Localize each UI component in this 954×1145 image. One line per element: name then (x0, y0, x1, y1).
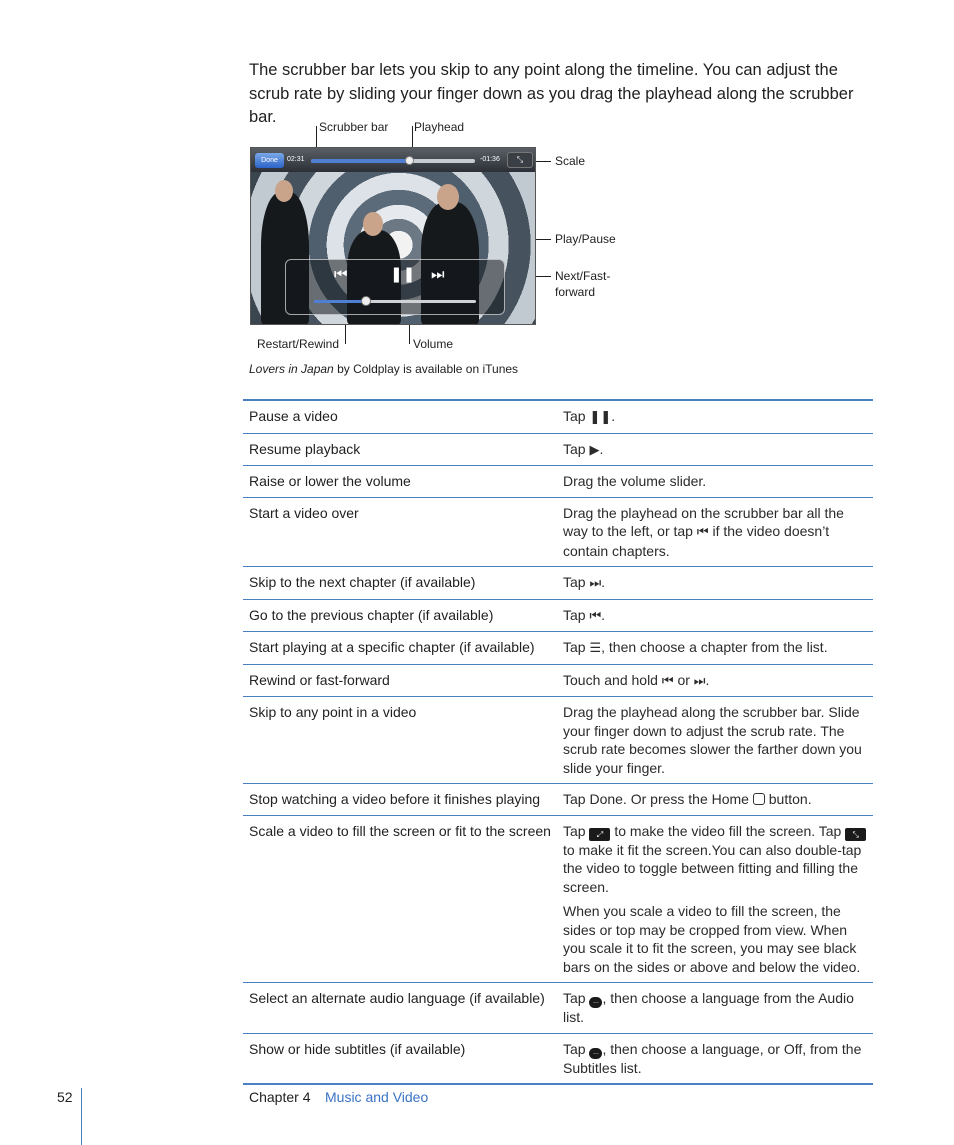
instruction-text: or (673, 671, 694, 688)
remaining-time: -01:36 (480, 156, 500, 163)
table-row (243, 497, 873, 567)
task-cell: Raise or lower the volume (249, 473, 411, 489)
instruction-text: Tap (563, 408, 590, 424)
callout-next-ff-line1: Next/Fast- (555, 269, 611, 283)
player-top-bar (251, 148, 535, 172)
playhead[interactable] (405, 156, 414, 165)
instruction-text: Touch and hold (563, 671, 662, 688)
task-table (243, 399, 873, 1085)
caption-rest: by Coldplay is available on iTunes (333, 362, 519, 376)
instruction-text: , then choose a language, or Off, from the Subtitles list. (563, 1040, 862, 1076)
instruction-cell (557, 600, 873, 632)
instruction-text: button. (764, 791, 812, 807)
instruction-cell (557, 665, 873, 697)
instruction-text: Tap (563, 990, 590, 1006)
task-cell: Resume playback (249, 440, 361, 457)
previous-chapter-icon: ⏮ (589, 607, 602, 623)
table-row (243, 815, 873, 983)
scale-button[interactable] (507, 152, 533, 168)
instruction-cell (557, 816, 873, 983)
scale-fit-icon: ⤡ (845, 828, 866, 841)
page-number: 52 (57, 1089, 73, 1105)
instruction-text: Tap (563, 440, 590, 457)
instruction-text: . (599, 440, 604, 457)
volume-level (314, 300, 366, 303)
next-chapter-icon: ⏭ (693, 672, 706, 688)
callout-scrubber-bar: Scrubber bar (319, 120, 389, 134)
instruction-cell (557, 498, 873, 567)
callout-play-pause: Play/Pause (555, 232, 616, 246)
previous-chapter-icon: ⏮ (696, 524, 709, 539)
scale-fill-icon: ⤢ (589, 828, 610, 841)
playback-controls (285, 259, 505, 315)
caption-song-title: Lovers in Japan (249, 362, 334, 376)
task-cell: Select an alternate audio language (if available) (249, 990, 545, 1006)
instruction-cell (557, 1034, 873, 1084)
next-chapter-icon: ⏭ (589, 575, 602, 590)
instruction-text: Tap (563, 639, 590, 655)
instruction-text: Drag the playhead along the scrubber bar. Slide your finger down to adjust the scrub rate. The scrub rate becomes slower the farther down you slide your finger. (563, 704, 862, 776)
instruction-text: . (611, 408, 616, 424)
task-cell: Pause a video (249, 408, 338, 424)
table-row (243, 696, 873, 783)
speech-bubble-icon: … (589, 1048, 602, 1059)
instruction-cell (557, 697, 873, 783)
callout-scale: Scale (555, 154, 586, 168)
chapter-list-icon: ☰ (589, 640, 602, 655)
done-button[interactable]: Done (255, 153, 284, 168)
instruction-text: Drag the volume slider. (563, 473, 707, 489)
callout-playhead: Playhead (414, 120, 465, 134)
chapter-label: Chapter 4 (249, 1089, 311, 1105)
instruction-cell (557, 632, 873, 664)
scale-icon: ⤡ (516, 155, 524, 164)
pause-icon: ❚❚ (589, 409, 612, 424)
task-cell: Start a video over (249, 504, 359, 521)
instruction-text: Tap (563, 606, 590, 623)
figure-caption (249, 362, 518, 376)
instruction-cell (557, 983, 873, 1033)
video-player-screenshot (250, 147, 536, 325)
instruction-cell (557, 434, 873, 466)
task-cell: Skip to the next chapter (if available) (249, 574, 476, 590)
elapsed-time: 02:31 (287, 156, 305, 163)
table-row (243, 664, 873, 697)
table-row (243, 433, 873, 466)
task-cell: Stop watching a video before it finishes playing (249, 791, 541, 807)
task-cell: Show or hide subtitles (if available) (249, 1040, 466, 1057)
instruction-cell (557, 401, 873, 433)
task-cell: Go to the previous chapter (if available) (249, 606, 494, 623)
instruction-text: if the video doesn’t contain chapters. (563, 523, 830, 559)
table-row (243, 566, 873, 599)
play-icon: ▶ (589, 441, 600, 457)
instruction-text: Tap Done. Or press the Home (563, 791, 753, 807)
table-row (243, 1033, 873, 1084)
instruction-cell (557, 466, 873, 497)
table-row (243, 631, 873, 664)
callout-next-ff-line2: forward (555, 285, 596, 299)
scrubber-bar[interactable] (311, 159, 475, 163)
instruction-text: Tap (563, 822, 590, 839)
instruction-text: Tap (563, 1040, 590, 1057)
next-icon[interactable]: ⏭ (431, 266, 445, 283)
instruction-extra-text: When you scale a video to fill the screen, the sides or top may be cropped from view. When you scale it to fit the screen, you may see black bars on the sides or above and below the video. (563, 903, 861, 975)
callout-volume: Volume (413, 337, 454, 351)
table-row (243, 599, 873, 632)
scrubber-progress (311, 159, 409, 163)
callout-restart-rewind: Restart/Rewind (257, 337, 340, 351)
table-row (243, 401, 873, 433)
table-row (243, 982, 873, 1033)
previous-icon[interactable]: ⏮ (334, 266, 348, 283)
instruction-text: Drag the playhead on the scrubber bar all the way to the left, or tap (563, 504, 844, 539)
volume-knob[interactable] (361, 296, 371, 306)
instruction-text: , then choose a language from the Audio list. (563, 990, 854, 1025)
task-cell: Rewind or fast-forward (249, 671, 390, 688)
table-row (243, 465, 873, 497)
instruction-text: to make it fit the screen.You can also double-tap the video to toggle between fitting and filling the screen. (563, 841, 862, 895)
task-cell: Skip to any point in a video (249, 704, 417, 720)
table-row (243, 783, 873, 815)
intro-paragraph: The scrubber bar lets you skip to any point along the timeline. You can adjust the scrub rate by sliding your finger down as you drag the playhead along the scrubber bar. (249, 61, 854, 126)
instruction-text: Tap (563, 574, 590, 590)
instruction-text: to make the video fill the screen. Tap (610, 822, 846, 839)
instruction-text: . (601, 606, 606, 623)
volume-slider[interactable] (314, 300, 476, 303)
instruction-text: . (601, 574, 606, 590)
footer-divider (81, 1088, 82, 1145)
section-label: Music and Video (325, 1089, 429, 1105)
speech-bubble-icon: … (589, 997, 602, 1008)
home-button-icon (753, 793, 765, 805)
instruction-cell (557, 784, 873, 815)
pause-icon[interactable]: ❚❚ (390, 266, 416, 283)
instruction-text: . (705, 671, 710, 688)
instruction-text: , then choose a chapter from the list. (601, 639, 828, 655)
task-cell: Scale a video to fill the screen or fit to the screen (249, 822, 551, 839)
task-cell: Start playing at a specific chapter (if available) (249, 639, 535, 655)
previous-chapter-icon: ⏮ (661, 672, 674, 688)
instruction-cell (557, 567, 873, 599)
